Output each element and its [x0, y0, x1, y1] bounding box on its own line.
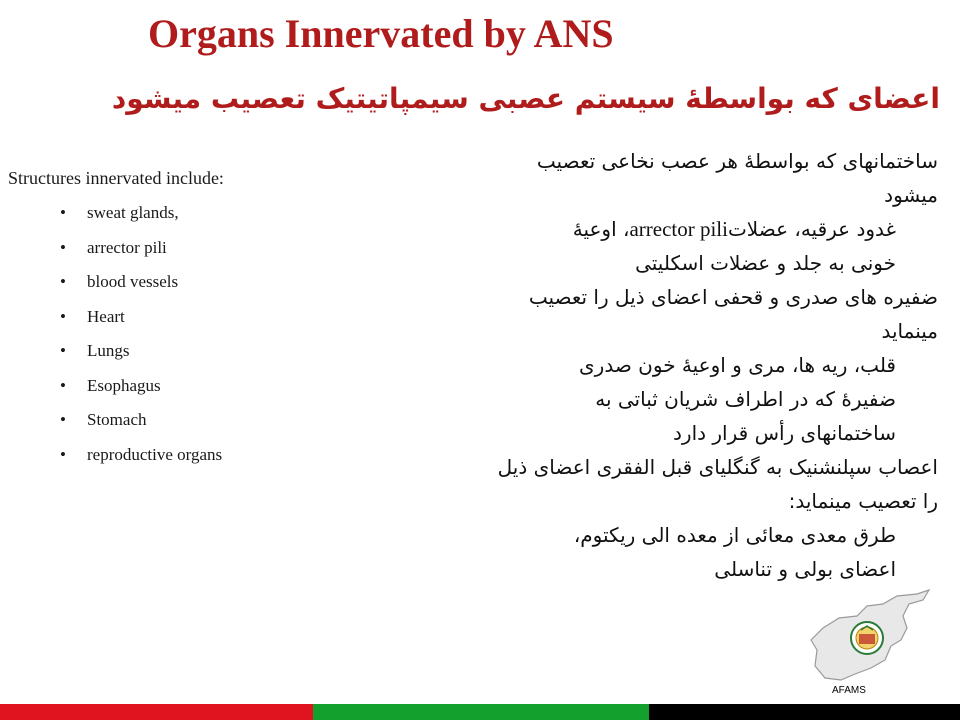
list-item: • Stomach: [60, 410, 147, 429]
persian-line: خونی به جلد و عضلات اسکلیتی: [635, 251, 896, 275]
list-item: • Heart: [60, 306, 125, 326]
persian-line: ضفیرهٔ که در اطراف شریان ثباتی به: [595, 387, 896, 411]
slide-title: Organs Innervated by ANS: [148, 11, 614, 56]
afghanistan-map-logo-icon: [805, 588, 935, 688]
bullet-icon: •: [60, 272, 66, 291]
persian-line: قلب، ریه ها، مری و اوعیهٔ خون صدری: [579, 353, 896, 377]
bullet-icon: •: [60, 203, 66, 222]
persian-line: اعضای بولی و تناسلی: [714, 557, 896, 581]
persian-line: ضفیره های صدری و قحفی اعضای ذیل را تعصیب: [528, 285, 938, 309]
flag-red-stripe: [0, 704, 313, 720]
list-item: • arrector pili: [60, 237, 167, 257]
persian-line: طرق معدی معائی از معده الی ریکتوم،: [573, 523, 896, 547]
persian-line: اعصاب سپلنشنیک به گنگلیای قبل الفقری اعضای ذیل: [497, 455, 938, 479]
latin-term: arrector pili: [629, 217, 728, 241]
persian-line: غدود عرقیه، عضلاتarrector pili، اوعیهٔ: [572, 217, 896, 241]
persian-panel: [368, 144, 938, 586]
bullet-icon: •: [60, 375, 66, 395]
list-item: • reproductive organs: [60, 444, 223, 464]
list-item: • blood vessels: [60, 272, 179, 291]
list-item: • Lungs: [60, 341, 130, 360]
persian-line: را تعصیب مینماید:: [788, 489, 938, 513]
english-panel: [8, 168, 338, 479]
bullet-icon: •: [60, 306, 66, 326]
bullet-icon: •: [60, 410, 66, 429]
structures-list: [8, 203, 338, 479]
bullet-icon: •: [60, 444, 66, 464]
persian-title: اعضای که بواسطهٔ سیستم عصبی سیمپاتیتیک تعصیب میشود: [111, 82, 940, 115]
list-item: • sweat glands,: [60, 203, 179, 222]
bullet-icon: •: [60, 341, 66, 360]
english-heading: Structures innervated include:: [8, 168, 224, 188]
flag-green-stripe: [313, 704, 649, 720]
persian-line: میشود: [884, 183, 938, 207]
flag-black-stripe: [649, 704, 960, 720]
list-item: • Esophagus: [60, 375, 161, 395]
afams-logo-label: AFAMS: [832, 685, 866, 696]
persian-line: مینماید: [881, 319, 938, 343]
bullet-icon: •: [60, 237, 66, 257]
persian-line: ساختمانهای که بواسطهٔ هر عصب نخاعی تعصیب: [536, 149, 938, 173]
persian-line: ساختمانهای رأس قرار دارد: [673, 421, 896, 445]
flag-color-bar: [0, 704, 960, 720]
